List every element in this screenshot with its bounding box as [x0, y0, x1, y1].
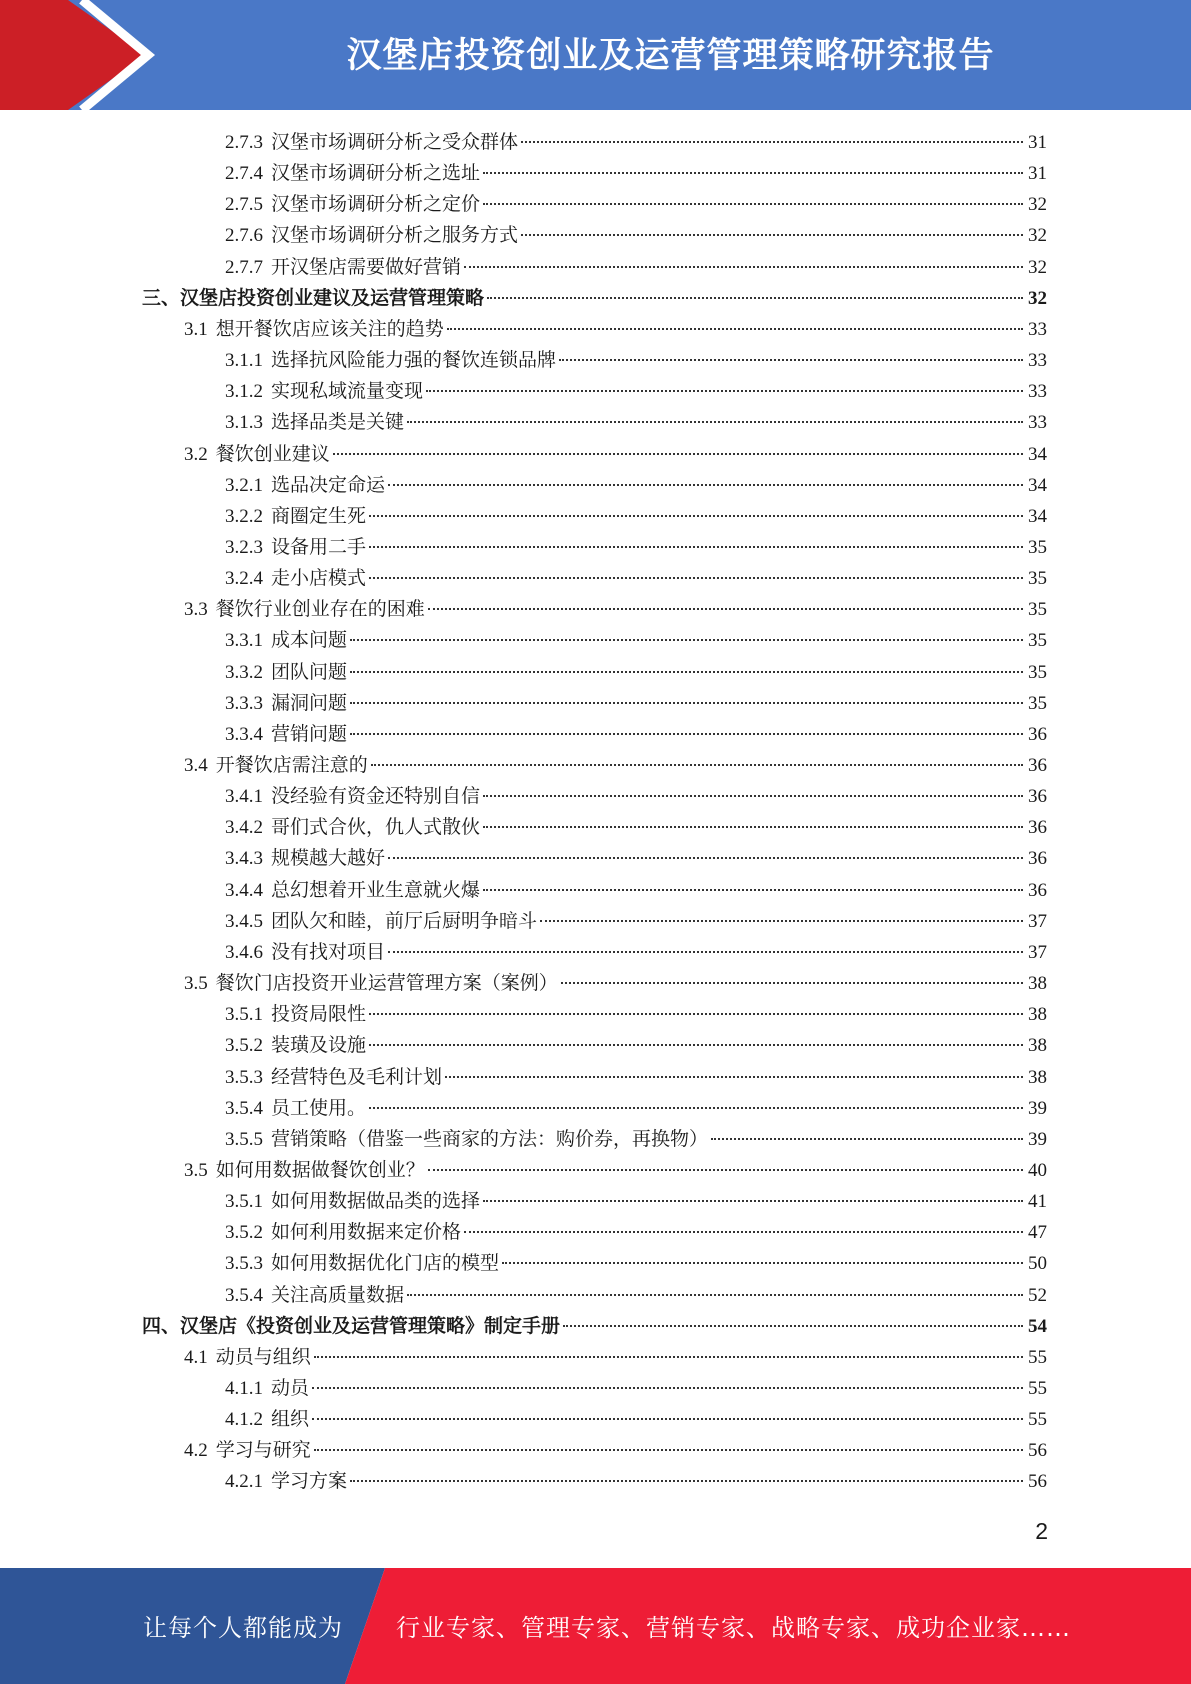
- toc-entry-title: 组织: [271, 1409, 310, 1431]
- toc-entry-title: 四、汉堡店《投资创业及运营管理策略》制定手册: [142, 1315, 561, 1337]
- toc-entry-title: 动员: [271, 1378, 310, 1399]
- document-title: 汉堡店投资创业及运营管理策略研究报告: [346, 36, 995, 76]
- toc-entry[interactable]: [225, 906, 1047, 937]
- toc-entry-title: 汉堡市场调研分析之服务方式: [271, 225, 519, 247]
- toc-entry-page: 34: [1028, 505, 1047, 527]
- footer-slogan-right: 行业专家、管理专家、营销专家、战略专家、成功企业家……: [396, 1614, 1071, 1642]
- toc-entry-page: 32: [1028, 225, 1047, 247]
- toc-entry-title: 选品决定命运: [271, 474, 386, 496]
- toc-entry-number: 3.4.2: [225, 817, 263, 839]
- toc-entry-title: 餐饮门店投资开业运营管理方案（案例）: [215, 973, 558, 995]
- toc-entry-number: 3.5.4: [225, 1097, 263, 1119]
- toc-entry-number: 3.4.5: [225, 910, 263, 932]
- toc-entry-number: 3.4.1: [225, 786, 263, 808]
- toc-entry-title: 关注高质量数据: [271, 1284, 405, 1306]
- toc-entry[interactable]: [184, 594, 1047, 625]
- toc-entry[interactable]: [225, 688, 1047, 719]
- toc-entry-page: 55: [1028, 1346, 1047, 1368]
- toc-entry[interactable]: [184, 439, 1047, 470]
- toc-entry-title: 商圈定生死: [271, 505, 367, 527]
- toc-entry-title: 如何用数据优化门店的模型: [271, 1253, 500, 1275]
- toc-entry[interactable]: [225, 1093, 1047, 1124]
- toc-dot-leader: [483, 203, 1023, 205]
- toc-dot-leader: [350, 1480, 1023, 1482]
- toc-entry[interactable]: [184, 1435, 1047, 1466]
- toc-dot-leader: [369, 515, 1023, 517]
- toc-entry-title: 总幻想着开业生意就火爆: [271, 879, 481, 901]
- toc-entry-page: 47: [1028, 1222, 1047, 1244]
- toc-dot-leader: [428, 1169, 1023, 1171]
- toc-entry-number: 4.2: [184, 1440, 208, 1462]
- toc-entry-page: 33: [1028, 381, 1047, 403]
- toc-entry-page: 38: [1028, 1066, 1047, 1088]
- toc-dot-leader: [407, 1294, 1023, 1296]
- toc-dot-leader: [502, 1262, 1023, 1264]
- toc-entry[interactable]: [142, 1311, 1047, 1342]
- toc-entry-number: 4.1.1: [225, 1378, 263, 1399]
- toc-entry-title: 装璜及设施: [271, 1035, 367, 1057]
- toc-dot-leader: [312, 1418, 1023, 1420]
- toc-dot-leader: [388, 857, 1023, 859]
- toc-entry-number: 3.3.3: [225, 692, 263, 714]
- toc-entry[interactable]: [225, 407, 1047, 438]
- toc-entry[interactable]: [225, 220, 1047, 251]
- toc-entry[interactable]: [225, 501, 1047, 532]
- toc-entry-number: 4.1.2: [225, 1409, 263, 1431]
- toc-dot-leader: [559, 359, 1023, 361]
- toc-entry-page: 37: [1028, 910, 1047, 932]
- toc-dot-leader: [312, 1387, 1023, 1389]
- toc-entry-page: 52: [1028, 1284, 1047, 1306]
- toc-dot-leader: [521, 141, 1023, 143]
- toc-dot-leader: [369, 1107, 1023, 1109]
- toc-entry-number: 3.1.1: [225, 350, 263, 372]
- toc-entry-title: 汉堡市场调研分析之选址: [271, 163, 481, 185]
- toc-entry-page: 40: [1028, 1159, 1047, 1181]
- toc-entry[interactable]: [184, 1155, 1047, 1186]
- toc-entry-title: 成本问题: [271, 630, 348, 652]
- toc-dot-leader: [487, 297, 1023, 299]
- toc-entry-title: 餐饮行业创业存在的困难: [215, 599, 425, 621]
- toc-entry-page: 35: [1028, 692, 1047, 714]
- toc-entry-title: 实现私域流量变现: [271, 381, 424, 403]
- toc-entry[interactable]: [225, 189, 1047, 220]
- toc-entry-number: 3.3.4: [225, 723, 263, 745]
- toc-entry-title: 团队问题: [271, 661, 348, 683]
- toc-entry[interactable]: [225, 470, 1047, 501]
- toc-entry-page: 33: [1028, 350, 1047, 372]
- toc-entry-number: 3.2: [184, 443, 208, 465]
- toc-entry-title: 哥们式合伙，仇人式散伙: [271, 817, 481, 839]
- toc-entry-title: 没经验有资金还特别自信: [271, 786, 481, 808]
- toc-entry-number: 3.2.1: [225, 474, 263, 496]
- toc-entry-number: 4.1: [184, 1346, 208, 1368]
- toc-entry-number: 3.5.3: [225, 1253, 263, 1275]
- toc-entry-page: 31: [1028, 132, 1047, 153]
- toc-entry-page: 55: [1028, 1409, 1047, 1431]
- toc-entry-title: 经营特色及毛利计划: [271, 1066, 443, 1088]
- toc-entry[interactable]: [225, 843, 1047, 874]
- toc-entry[interactable]: [225, 1248, 1047, 1279]
- toc-dot-leader: [371, 764, 1023, 766]
- toc-dot-leader: [369, 1044, 1023, 1046]
- page-footer: [0, 1568, 1191, 1684]
- toc-entry[interactable]: [225, 1030, 1047, 1061]
- toc-entry-page: 36: [1028, 786, 1047, 808]
- header-red-arrow: [0, 0, 146, 110]
- toc-dot-leader: [464, 1231, 1023, 1233]
- toc-entry[interactable]: [225, 719, 1047, 750]
- toc-entry-page: 31: [1028, 163, 1047, 185]
- toc-entry[interactable]: [225, 937, 1047, 968]
- toc-dot-leader: [483, 1200, 1023, 1202]
- toc-dot-leader: [350, 671, 1023, 673]
- toc-entry[interactable]: [184, 968, 1047, 999]
- toc-entry-title: 想开餐饮店应该关注的趋势: [215, 318, 444, 340]
- toc-entry-number: 3.2.3: [225, 536, 263, 558]
- toc-entry-number: 3.2.2: [225, 505, 263, 527]
- toc-entry-number: 3.1.3: [225, 412, 263, 434]
- toc-entry-page: 35: [1028, 568, 1047, 590]
- toc-entry-title: 选择抗风险能力强的餐饮连锁品牌: [271, 350, 557, 372]
- toc-entry-number: 2.7.3: [225, 132, 263, 153]
- toc-entry-number: 3.5.4: [225, 1284, 263, 1306]
- toc-entry[interactable]: [225, 781, 1047, 812]
- toc-dot-leader: [521, 234, 1023, 236]
- toc-dot-leader: [563, 1325, 1023, 1327]
- toc-entry[interactable]: [225, 1186, 1047, 1217]
- page-header: [0, 0, 1191, 110]
- toc-entry-number: 3.2.4: [225, 568, 263, 590]
- toc-entry[interactable]: [225, 1373, 1047, 1404]
- toc-dot-leader: [350, 702, 1023, 704]
- toc-entry-number: 4.2.1: [225, 1471, 263, 1493]
- toc-entry-number: 3.4: [184, 755, 208, 776]
- toc-entry-number: 3.5.1: [225, 1191, 263, 1213]
- toc-entry[interactable]: [225, 345, 1047, 376]
- toc-entry-number: 3.5.2: [225, 1035, 263, 1057]
- toc-entry-title: 走小店模式: [271, 568, 367, 590]
- toc-entry-page: 55: [1028, 1378, 1047, 1399]
- toc-entry-title: 如何用数据做餐饮创业？: [215, 1159, 425, 1181]
- toc-entry-title: 营销问题: [271, 723, 348, 745]
- toc-entry-title: 餐饮创业建议: [215, 443, 330, 465]
- toc-dot-leader: [426, 390, 1023, 392]
- toc-entry-title: 投资局限性: [271, 1004, 367, 1026]
- toc-entry[interactable]: [225, 1404, 1047, 1435]
- toc-entry-number: 3.5: [184, 973, 208, 995]
- toc-entry-page: 33: [1028, 318, 1047, 340]
- toc-entry-number: 3.3.2: [225, 661, 263, 683]
- toc-entry-number: 3.1.2: [225, 381, 263, 403]
- toc-entry-page: 33: [1028, 412, 1047, 434]
- toc-entry-number: 2.7.6: [225, 225, 263, 247]
- toc-entry-number: 3.5.2: [225, 1222, 263, 1244]
- toc-entry-page: 36: [1028, 848, 1047, 870]
- toc-entry-page: 35: [1028, 630, 1047, 652]
- footer-slogan-left: 让每个人都能成为: [143, 1614, 343, 1642]
- toc-entry-title: 如何用数据做品类的选择: [271, 1191, 481, 1213]
- toc-dot-leader: [464, 266, 1023, 268]
- toc-entry[interactable]: [225, 1124, 1047, 1155]
- toc-entry-number: 3.3.1: [225, 630, 263, 652]
- toc-entry-title: 选择品类是关键: [271, 412, 405, 434]
- toc-entry[interactable]: [225, 657, 1047, 688]
- toc-entry-title: 三、汉堡店投资创业建议及运营管理策略: [142, 287, 485, 309]
- toc-entry-number: 3.3: [184, 599, 208, 621]
- toc-dot-leader: [333, 453, 1023, 455]
- toc-entry[interactable]: [184, 1342, 1047, 1373]
- toc-entry-title: 员工使用。: [271, 1097, 367, 1119]
- toc-entry-number: 2.7.5: [225, 194, 263, 216]
- toc-entry-page: 41: [1028, 1191, 1047, 1213]
- toc-entry-page: 34: [1028, 443, 1047, 465]
- toc-dot-leader: [350, 639, 1023, 641]
- toc-dot-leader: [445, 1076, 1023, 1078]
- toc-dot-leader: [369, 546, 1023, 548]
- toc-entry-page: 56: [1028, 1471, 1047, 1493]
- toc-entry-page: 38: [1028, 973, 1047, 995]
- toc-entry[interactable]: [142, 283, 1047, 314]
- toc-dot-leader: [483, 889, 1023, 891]
- toc-entry-number: 3.5: [184, 1159, 208, 1181]
- toc-entry-page: 32: [1028, 194, 1047, 216]
- toc-entry-title: 漏洞问题: [271, 692, 348, 714]
- toc-entry-page: 36: [1028, 723, 1047, 745]
- toc-entry-page: 39: [1028, 1128, 1047, 1150]
- toc-entry-page: 54: [1028, 1315, 1047, 1337]
- toc-dot-leader: [314, 1356, 1023, 1358]
- toc-entry[interactable]: [225, 875, 1047, 906]
- toc-dot-leader: [447, 328, 1023, 330]
- toc-entry[interactable]: [225, 1280, 1047, 1311]
- toc-dot-leader: [407, 421, 1023, 423]
- toc-entry[interactable]: [225, 1217, 1047, 1248]
- toc-entry-title: 学习与研究: [215, 1440, 311, 1462]
- toc-entry-number: 3.5.3: [225, 1066, 263, 1088]
- toc-entry[interactable]: [225, 999, 1047, 1030]
- toc-entry-number: 3.5.5: [225, 1128, 263, 1150]
- toc-entry-page: 32: [1028, 287, 1047, 309]
- toc-entry-page: 56: [1028, 1440, 1047, 1462]
- toc-entry-number: 2.7.7: [225, 256, 263, 278]
- toc-entry-page: 35: [1028, 661, 1047, 683]
- toc-entry-title: 动员与组织: [215, 1346, 311, 1368]
- toc-dot-leader: [350, 733, 1023, 735]
- toc-dot-leader: [388, 951, 1023, 953]
- toc-entry[interactable]: [184, 750, 1047, 781]
- toc-entry[interactable]: [184, 314, 1047, 345]
- toc-entry-number: 3.1: [184, 318, 208, 340]
- toc-dot-leader: [540, 920, 1023, 922]
- toc-dot-leader: [483, 172, 1023, 174]
- toc-entry-page: 37: [1028, 941, 1047, 963]
- toc-entry-page: 35: [1028, 536, 1047, 558]
- toc-entry-number: 3.4.6: [225, 941, 263, 963]
- toc-entry-title: 开餐饮店需注意的: [215, 755, 368, 776]
- toc-entry-page: 36: [1028, 879, 1047, 901]
- toc-dot-leader: [561, 982, 1023, 984]
- toc-dot-leader: [428, 608, 1023, 610]
- toc-entry-title: 汉堡市场调研分析之受众群体: [271, 132, 519, 153]
- toc-entry-number: 2.7.4: [225, 163, 263, 185]
- toc-dot-leader: [388, 484, 1023, 486]
- toc-entry[interactable]: [225, 625, 1047, 656]
- toc-entry[interactable]: [225, 532, 1047, 563]
- toc-dot-leader: [369, 1013, 1023, 1015]
- toc-entry-number: 3.4.3: [225, 848, 263, 870]
- toc-dot-leader: [711, 1138, 1023, 1140]
- toc-entry[interactable]: [225, 376, 1047, 407]
- toc-entry[interactable]: [225, 1466, 1047, 1497]
- toc-entry-title: 开汉堡店需要做好营销: [271, 256, 462, 278]
- toc-entry-page: 32: [1028, 256, 1047, 278]
- toc-entry-page: 38: [1028, 1004, 1047, 1026]
- toc-entry-page: 36: [1028, 755, 1047, 776]
- toc-entry-page: 39: [1028, 1097, 1047, 1119]
- toc-entry-title: 学习方案: [271, 1471, 348, 1493]
- toc-entry[interactable]: [225, 563, 1047, 594]
- toc-entry-title: 团队欠和睦，前厅后厨明争暗斗: [271, 910, 538, 932]
- toc-dot-leader: [483, 826, 1023, 828]
- toc-entry-title: 营销策略（借鉴一些商家的方法：购价券，再换物）: [271, 1128, 709, 1150]
- toc-entry-number: 3.4.4: [225, 879, 263, 901]
- toc-entry[interactable]: [225, 812, 1047, 843]
- toc-entry[interactable]: [225, 127, 1047, 158]
- toc-entry-title: 设备用二手: [271, 536, 367, 558]
- toc-entry-title: 规模越大越好: [271, 848, 386, 870]
- toc-entry-page: 36: [1028, 817, 1047, 839]
- toc-dot-leader: [314, 1449, 1023, 1451]
- toc-entry-page: 38: [1028, 1035, 1047, 1057]
- toc-entry[interactable]: [225, 1062, 1047, 1093]
- toc-entry-number: 3.5.1: [225, 1004, 263, 1026]
- page-number: 2: [1035, 1518, 1048, 1544]
- toc-entry-page: 34: [1028, 474, 1047, 496]
- toc-entry-page: 50: [1028, 1253, 1047, 1275]
- toc-dot-leader: [369, 577, 1023, 579]
- header-arrow-graphic: [0, 0, 160, 110]
- toc-entry-page: 35: [1028, 599, 1047, 621]
- toc-entry[interactable]: [225, 158, 1047, 189]
- toc-entry-title: 汉堡市场调研分析之定价: [271, 194, 481, 216]
- toc-entry[interactable]: [225, 252, 1047, 283]
- toc-entry-title: 如何利用数据来定价格: [271, 1222, 462, 1244]
- toc-entry-title: 没有找对项目: [271, 941, 386, 963]
- toc-dot-leader: [483, 795, 1023, 797]
